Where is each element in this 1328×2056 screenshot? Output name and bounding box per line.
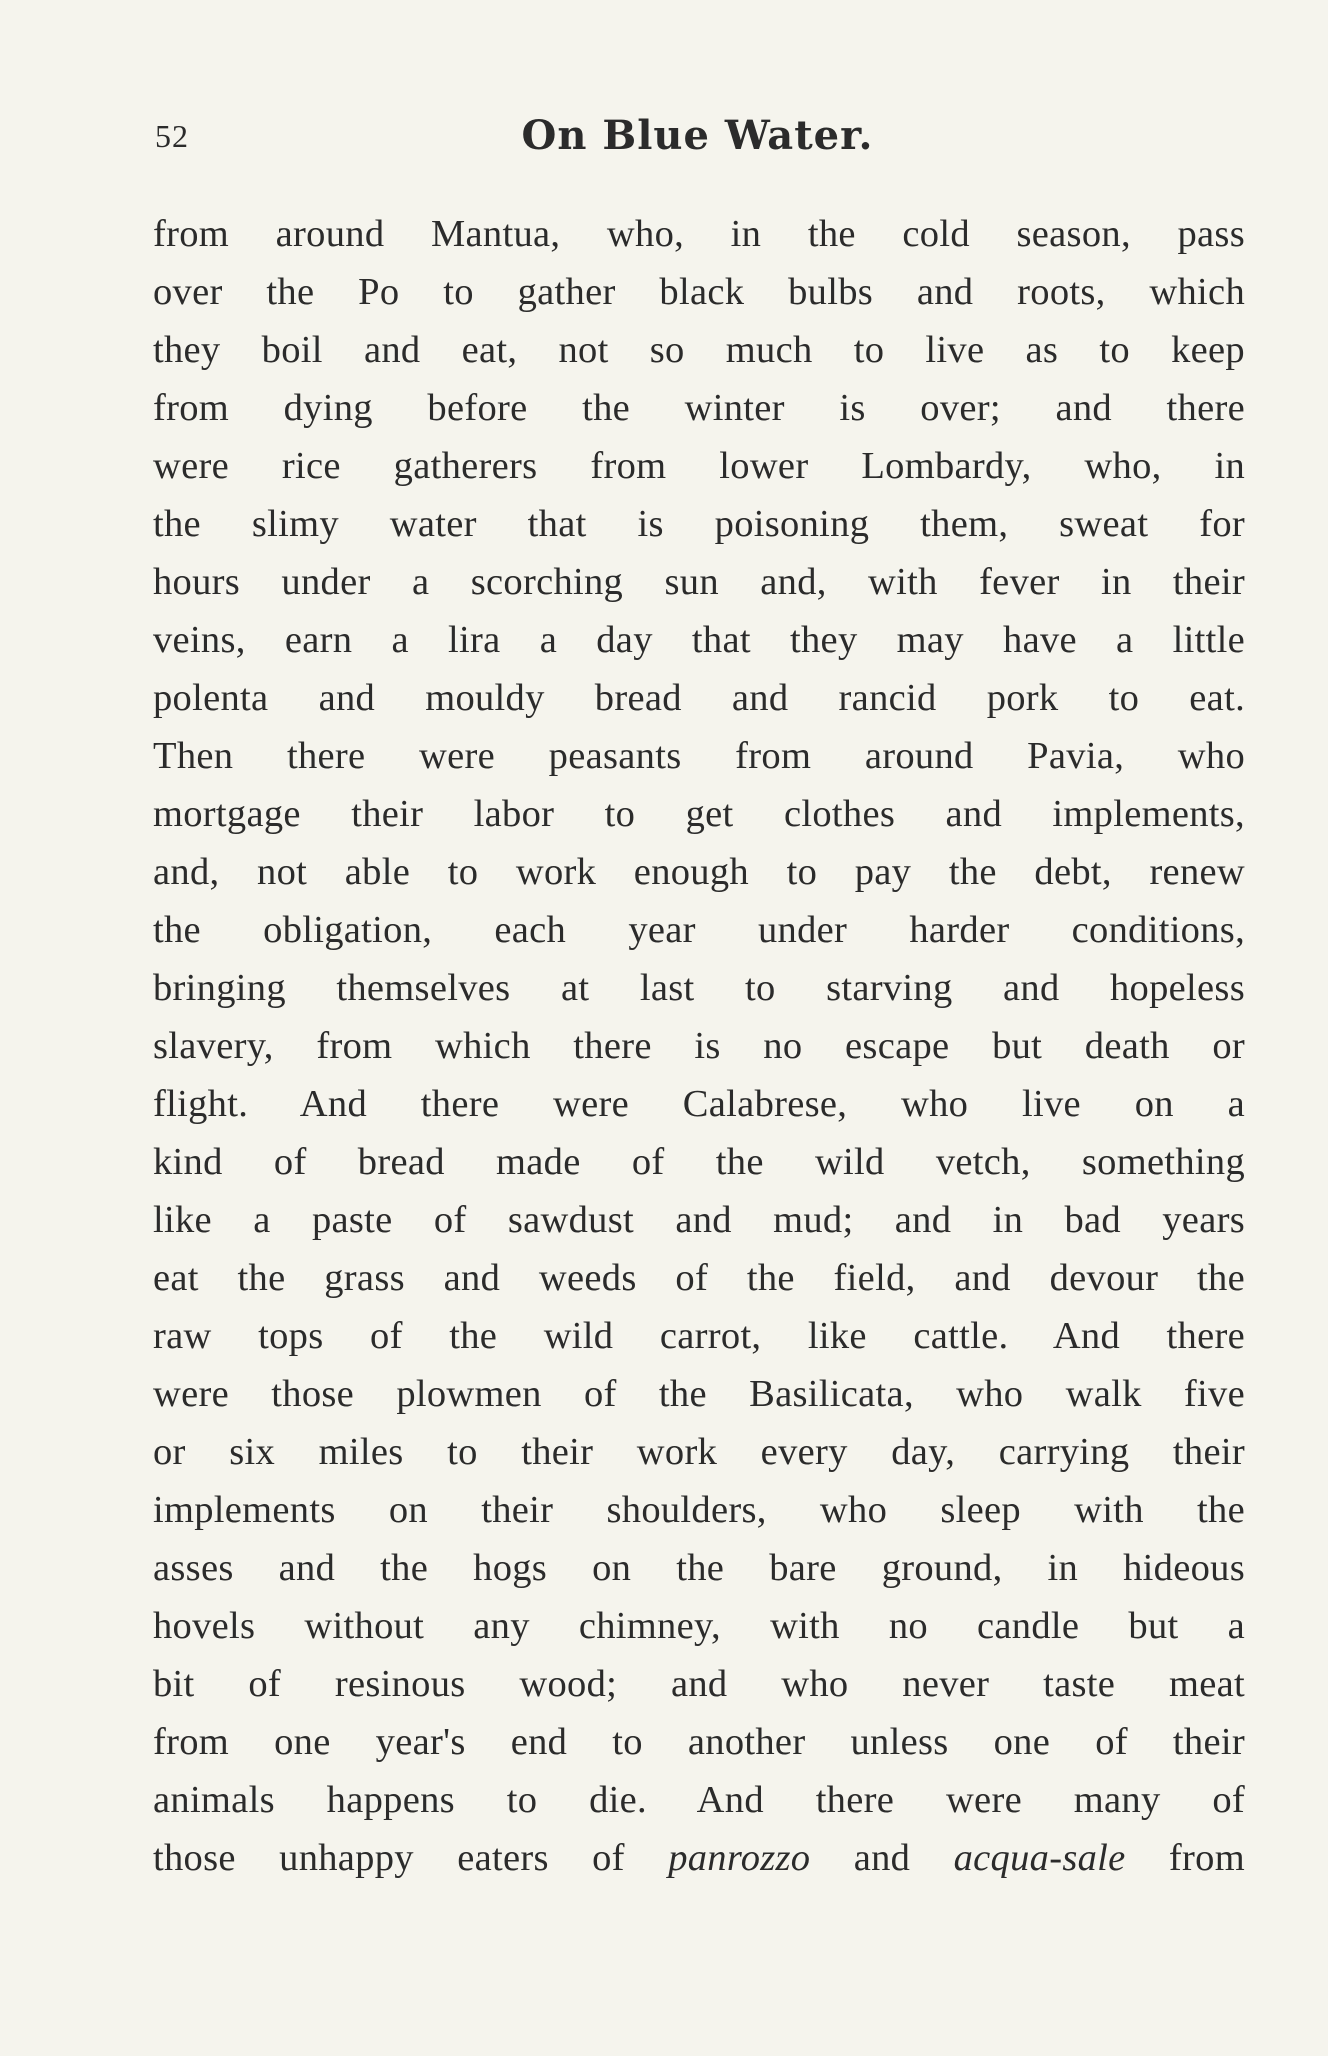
text-line: were rice gatherers from lower Lombardy, who, in — [153, 445, 1245, 487]
text-line: eat the grass and weeds of the field, and devour the — [153, 1257, 1245, 1299]
running-title: On Blue Water. — [521, 112, 874, 159]
last-line-text-1: those unhappy eaters of — [153, 1837, 625, 1879]
text-line: flight. And there were Calabrese, who live on a — [153, 1083, 1245, 1125]
text-line: implements on their shoulders, who sleep with the — [153, 1489, 1245, 1531]
text-line: over the Po to gather black bulbs and roots, which — [153, 271, 1245, 313]
text-line: mortgage their labor to get clothes and implements, — [153, 793, 1245, 835]
text-line: the obligation, each year under harder conditions, — [153, 909, 1245, 951]
text-line: from around Mantua, who, in the cold season, pass — [153, 213, 1245, 255]
text-line: like a paste of sawdust and mud; and in bad years — [153, 1199, 1245, 1241]
text-line: slavery, from which there is no escape but death or — [153, 1025, 1245, 1067]
text-line: bit of resinous wood; and who never taste meat — [153, 1663, 1245, 1705]
text-line: and, not able to work enough to pay the debt, renew — [153, 851, 1245, 893]
last-line-text-2: and — [853, 1837, 911, 1879]
text-line: bringing themselves at last to starving and hopeless — [153, 967, 1245, 1009]
text-line: hours under a scorching sun and, with fever in their — [153, 561, 1245, 603]
last-line-text-3: from — [1168, 1837, 1245, 1879]
text-line: the slimy water that is poisoning them, sweat for — [153, 503, 1245, 545]
text-line: were those plowmen of the Basilicata, who walk five — [153, 1373, 1245, 1415]
body-text — [153, 205, 1245, 1887]
text-line: animals happens to die. And there were many of — [153, 1779, 1245, 1821]
text-line: hovels without any chimney, with no candle but a — [153, 1605, 1245, 1647]
text-line: asses and the hogs on the bare ground, in hideous — [153, 1547, 1245, 1589]
text-line-last — [153, 1829, 1245, 1887]
text-line: from dying before the winter is over; and there — [153, 387, 1245, 429]
text-line: raw tops of the wild carrot, like cattle. And there — [153, 1315, 1245, 1357]
text-line: veins, earn a lira a day that they may have a little — [153, 619, 1245, 661]
text-line: or six miles to their work every day, carrying their — [153, 1431, 1245, 1473]
text-line: polenta and mouldy bread and rancid pork to eat. — [153, 677, 1245, 719]
italic-term-acqua-sale: acqua-sale — [953, 1837, 1126, 1879]
page-number: 52 — [155, 118, 189, 154]
italic-term-panrozzo: panrozzo — [668, 1837, 811, 1879]
running-head — [155, 112, 1240, 162]
text-line: Then there were peasants from around Pavia, who — [153, 735, 1245, 777]
text-line: from one year's end to another unless one of their — [153, 1721, 1245, 1763]
text-line: kind of bread made of the wild vetch, something — [153, 1141, 1245, 1183]
text-line: they boil and eat, not so much to live as to keep — [153, 329, 1245, 371]
